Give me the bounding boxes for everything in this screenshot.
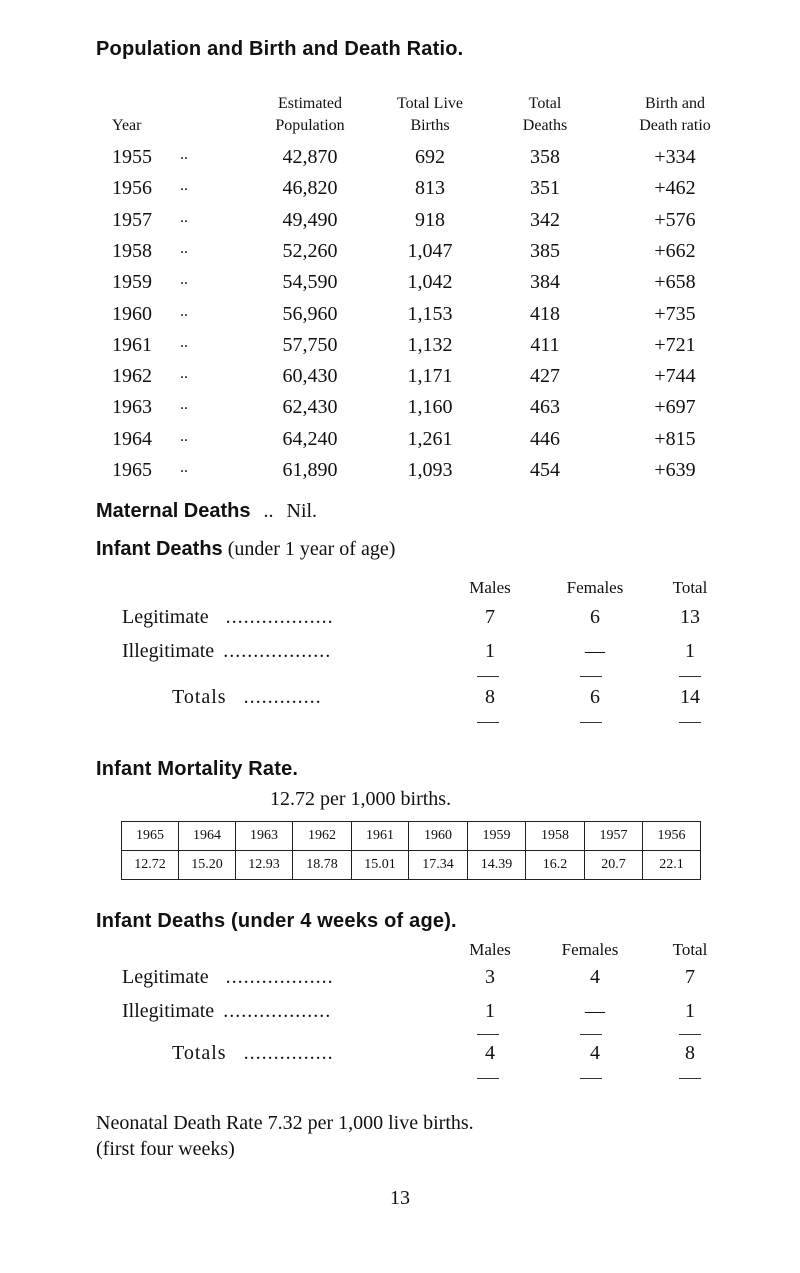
header-births: Total Live Births bbox=[397, 95, 463, 134]
pop-population: 61,890 bbox=[282, 459, 338, 481]
pop-population: 54,590 bbox=[282, 271, 338, 293]
iy-totals-females: 6 bbox=[590, 686, 600, 708]
mortality-rate-cell: 22.1 bbox=[643, 851, 701, 880]
pop-year: 1961 bbox=[112, 334, 152, 356]
pop-year: 1962 bbox=[112, 365, 152, 387]
iw-rule-top-total bbox=[679, 1034, 701, 1035]
iy-illegit-label: Illegitimate .................. bbox=[122, 640, 332, 662]
pop-ratio: +576 bbox=[654, 209, 696, 231]
iy-rule-bottom-females bbox=[580, 722, 602, 723]
pop-leader: .. bbox=[180, 240, 188, 257]
mortality-rate-cell: 16.2 bbox=[526, 851, 585, 880]
pop-ratio: +639 bbox=[654, 459, 696, 481]
pop-population: 64,240 bbox=[282, 428, 338, 450]
infant-deaths-year-title-bold: Infant Deaths bbox=[96, 538, 223, 560]
iy-rule-top-total bbox=[679, 676, 701, 677]
iw-rule-top-females bbox=[580, 1034, 602, 1035]
mortality-year-cell: 1957 bbox=[585, 822, 643, 851]
iy-illegit-total: 1 bbox=[685, 640, 695, 662]
pop-deaths: 358 bbox=[530, 146, 560, 168]
pop-ratio: +815 bbox=[654, 428, 696, 450]
iy-header-females: Females bbox=[566, 578, 624, 597]
pop-leader: .. bbox=[180, 209, 188, 226]
iw-totals-label: Totals ............... bbox=[172, 1042, 334, 1064]
mortality-rate-cell: 15.01 bbox=[352, 851, 409, 880]
iy-illegit-females: — bbox=[585, 640, 605, 662]
iw-header-females: Females bbox=[561, 940, 619, 959]
pop-ratio: +658 bbox=[654, 271, 696, 293]
pop-ratio: +735 bbox=[654, 303, 696, 325]
infant-deaths-year-title-rest: (under 1 year of age) bbox=[227, 538, 396, 560]
mortality-year-cell: 1959 bbox=[468, 822, 526, 851]
mortality-title: Infant Mortality Rate. bbox=[96, 758, 299, 780]
iw-rule-bottom-females bbox=[580, 1078, 602, 1079]
header-deaths: Total Deaths bbox=[522, 95, 568, 134]
mortality-years-row bbox=[122, 822, 701, 851]
mortality-rate-cell: 17.34 bbox=[409, 851, 468, 880]
mortality-year-cell: 1962 bbox=[293, 822, 352, 851]
pop-year: 1959 bbox=[112, 271, 152, 293]
mortality-rate-line: 12.72 per 1,000 births. bbox=[270, 788, 452, 810]
pop-leader: .. bbox=[180, 303, 188, 320]
pop-population: 56,960 bbox=[282, 303, 338, 325]
mortality-rate-cell: 18.78 bbox=[293, 851, 352, 880]
pop-deaths: 351 bbox=[530, 177, 560, 199]
mortality-rate-cell: 20.7 bbox=[585, 851, 643, 880]
iy-illegit-males: 1 bbox=[485, 640, 495, 662]
iw-legit-label: Legitimate .................. bbox=[122, 966, 334, 988]
pop-leader: .. bbox=[180, 365, 188, 382]
maternal-deaths-line bbox=[96, 500, 317, 523]
pop-births: 1,261 bbox=[407, 428, 453, 450]
mortality-rate-cell: 12.93 bbox=[236, 851, 293, 880]
pop-leader: .. bbox=[180, 271, 188, 288]
pop-year: 1963 bbox=[112, 396, 152, 418]
iy-legit-total: 13 bbox=[680, 606, 700, 628]
header-year: Year bbox=[112, 117, 142, 134]
pop-year: 1964 bbox=[112, 428, 152, 450]
pop-births: 1,153 bbox=[407, 303, 453, 325]
neonatal-line2: (first four weeks) bbox=[96, 1138, 235, 1160]
pop-ratio: +697 bbox=[654, 396, 696, 418]
pop-births: 1,047 bbox=[407, 240, 453, 262]
iy-rule-bottom-males bbox=[477, 722, 499, 723]
iw-totals-females: 4 bbox=[590, 1042, 600, 1064]
page-number: 13 bbox=[390, 1187, 410, 1209]
iw-rule-top-males bbox=[477, 1034, 499, 1035]
pop-births: 813 bbox=[415, 177, 445, 199]
mortality-year-cell: 1965 bbox=[122, 822, 179, 851]
mortality-year-cell: 1961 bbox=[352, 822, 409, 851]
pop-deaths: 384 bbox=[530, 271, 560, 293]
pop-deaths: 454 bbox=[530, 459, 560, 481]
pop-population: 46,820 bbox=[282, 177, 338, 199]
iw-legit-total: 7 bbox=[685, 966, 695, 988]
pop-births: 1,132 bbox=[407, 334, 453, 356]
pop-leader: .. bbox=[180, 459, 188, 476]
pop-births: 1,160 bbox=[407, 396, 453, 418]
pop-leader: .. bbox=[180, 146, 188, 163]
pop-population: 42,870 bbox=[282, 146, 338, 168]
iw-legit-males: 3 bbox=[485, 966, 495, 988]
pop-year: 1958 bbox=[112, 240, 152, 262]
iy-totals-total: 14 bbox=[680, 686, 700, 708]
mortality-year-cell: 1960 bbox=[409, 822, 468, 851]
iw-legit-females: 4 bbox=[590, 966, 600, 988]
mortality-table bbox=[121, 821, 701, 880]
pop-ratio: +662 bbox=[654, 240, 696, 262]
pop-year: 1955 bbox=[112, 146, 152, 168]
mortality-year-cell: 1958 bbox=[526, 822, 585, 851]
neonatal-line1: Neonatal Death Rate 7.32 per 1,000 live births. bbox=[96, 1112, 474, 1134]
pop-ratio: +744 bbox=[654, 365, 696, 387]
pop-leader: .. bbox=[180, 428, 188, 445]
pop-births: 1,171 bbox=[407, 365, 453, 387]
pop-population: 62,430 bbox=[282, 396, 338, 418]
iw-totals-total: 8 bbox=[685, 1042, 695, 1064]
iw-rule-bottom-males bbox=[477, 1078, 499, 1079]
pop-ratio: +334 bbox=[654, 146, 696, 168]
iw-header-total: Total bbox=[672, 940, 708, 959]
mortality-year-cell: 1963 bbox=[236, 822, 293, 851]
iy-legit-label: Legitimate .................. bbox=[122, 606, 334, 628]
pop-deaths: 342 bbox=[530, 209, 560, 231]
pop-population: 57,750 bbox=[282, 334, 338, 356]
iy-header-total: Total bbox=[672, 578, 708, 597]
pop-births: 1,093 bbox=[407, 459, 453, 481]
iy-header-males: Males bbox=[469, 578, 511, 597]
mortality-year-cell: 1964 bbox=[179, 822, 236, 851]
iy-totals-males: 8 bbox=[485, 686, 495, 708]
iy-totals-label: Totals ............. bbox=[172, 686, 322, 708]
iw-illegit-females: — bbox=[585, 1000, 605, 1022]
mortality-rate-cell: 12.72 bbox=[122, 851, 179, 880]
pop-ratio: +721 bbox=[654, 334, 696, 356]
iw-illegit-males: 1 bbox=[485, 1000, 495, 1022]
pop-deaths: 418 bbox=[530, 303, 560, 325]
maternal-label: Maternal Deaths bbox=[96, 500, 251, 522]
mortality-year-cell: 1956 bbox=[643, 822, 701, 851]
iy-rule-top-males bbox=[477, 676, 499, 677]
iw-rule-bottom-total bbox=[679, 1078, 701, 1079]
pop-births: 1,042 bbox=[407, 271, 453, 293]
pop-year: 1957 bbox=[112, 209, 152, 231]
pop-leader: .. bbox=[180, 177, 188, 194]
pop-year: 1956 bbox=[112, 177, 152, 199]
iw-totals-males: 4 bbox=[485, 1042, 495, 1064]
pop-leader: .. bbox=[180, 334, 188, 351]
pop-births: 692 bbox=[415, 146, 445, 168]
pop-ratio: +462 bbox=[654, 177, 696, 199]
pop-population: 49,490 bbox=[282, 209, 338, 231]
pop-deaths: 463 bbox=[530, 396, 560, 418]
maternal-value: Nil. bbox=[286, 500, 318, 522]
mortality-rate-cell: 15.20 bbox=[179, 851, 236, 880]
iw-illegit-label: Illegitimate .................. bbox=[122, 1000, 332, 1022]
pop-population: 52,260 bbox=[282, 240, 338, 262]
infant-deaths-year-title bbox=[96, 538, 395, 561]
pop-deaths: 427 bbox=[530, 365, 560, 387]
mortality-rate-cell: 14.39 bbox=[468, 851, 526, 880]
section-title-population: Population and Birth and Death Ratio. bbox=[96, 38, 464, 60]
iy-rule-top-females bbox=[580, 676, 602, 677]
pop-deaths: 385 bbox=[530, 240, 560, 262]
iy-legit-females: 6 bbox=[590, 606, 600, 628]
iy-legit-males: 7 bbox=[485, 606, 495, 628]
mortality-rates-row bbox=[122, 851, 701, 880]
maternal-leader: .. bbox=[263, 500, 274, 522]
pop-births: 918 bbox=[415, 209, 445, 231]
pop-population: 60,430 bbox=[282, 365, 338, 387]
iw-illegit-total: 1 bbox=[685, 1000, 695, 1022]
pop-deaths: 446 bbox=[530, 428, 560, 450]
pop-leader: .. bbox=[180, 396, 188, 413]
pop-deaths: 411 bbox=[530, 334, 560, 356]
header-population: Estimated Population bbox=[275, 95, 345, 134]
pop-year: 1960 bbox=[112, 303, 152, 325]
iw-header-males: Males bbox=[469, 940, 511, 959]
header-ratio: Birth and Death ratio bbox=[639, 95, 711, 134]
iy-rule-bottom-total bbox=[679, 722, 701, 723]
pop-year: 1965 bbox=[112, 459, 152, 481]
infant-deaths-4w-title: Infant Deaths (under 4 weeks of age). bbox=[96, 910, 457, 932]
